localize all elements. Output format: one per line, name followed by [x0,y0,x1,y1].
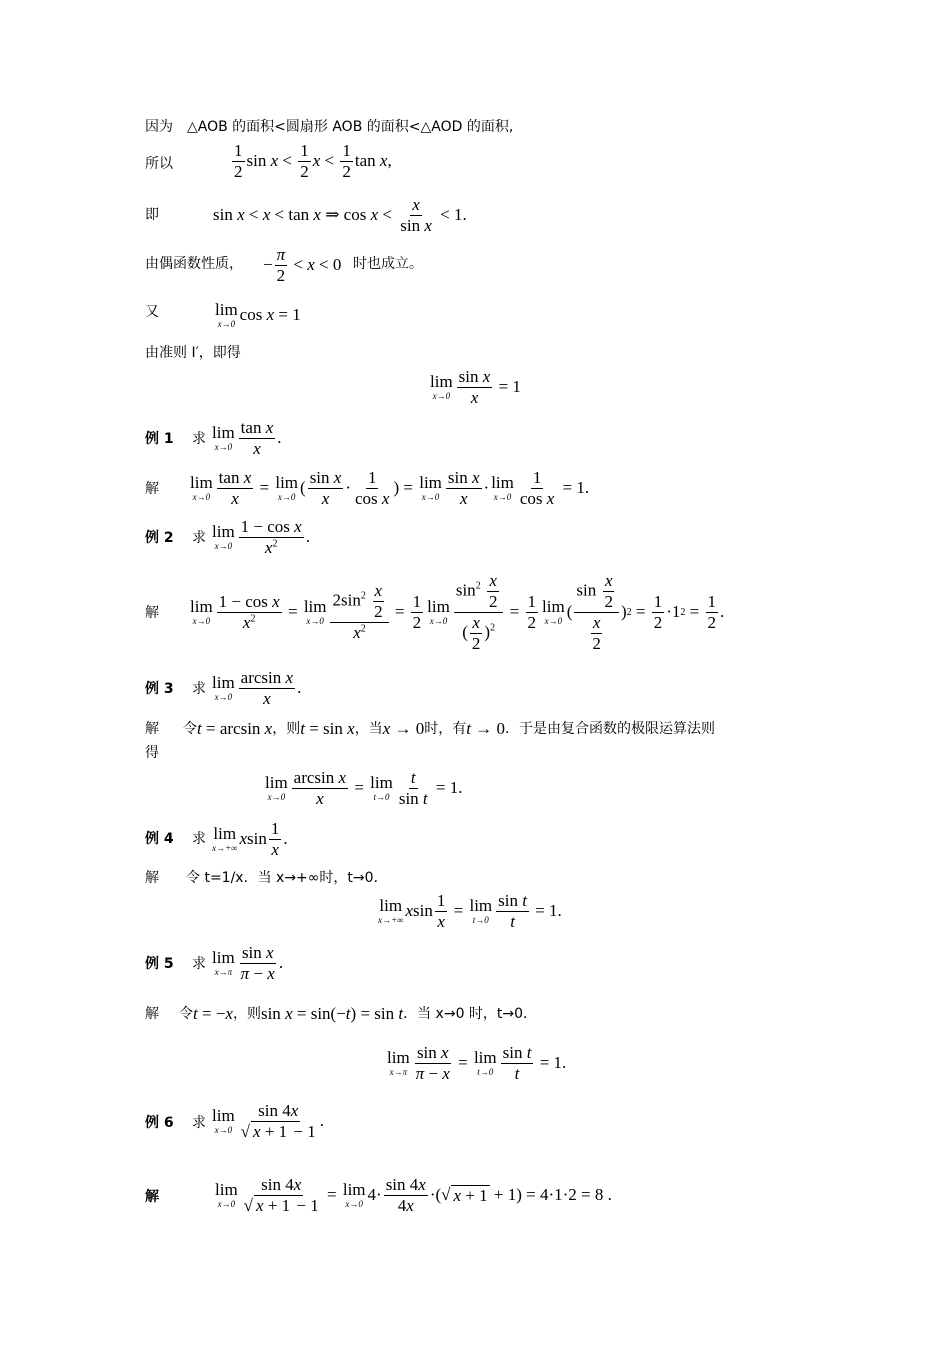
formula-main-limit: lim x→0 $\frac{\text{sin x}}{x}$ = 1 [430,367,521,407]
jie-1: 解 [145,481,159,497]
text-also-holds: 时也成立。 [353,256,423,272]
e3-rule: ．于是由复合函数的极限运算法则 [504,720,715,737]
example-1-solution: lim x→0 $\frac{\text{tan x}}{x}$ = lim x→0 ( $\frac{\text{sin x}}{x}$ · $\frac{1}{\text{cos x}}$ ) = lim x→0 $\frac{\text{sin x}}{x}$ · lim x→0 $\frac{1}{\text{cos x}}$ = 1. [190,468,590,508]
qiu-5: 求 [192,956,206,972]
example-4-question: lim x→+∞ x sin $\frac{1}{x}$ . [212,819,288,859]
e5-ze: ，则 [232,1005,261,1022]
qiu-2: 求 [192,530,206,546]
qiu-1: 求 [192,431,206,447]
example-5-title: 例 5 [145,956,174,972]
formula-inequality-half: $\frac{1}{2}$ sin x < $\frac{1}{2}$ x < $\frac{1}{2}$ tan x , [234,141,392,181]
label-ji: 即 [145,207,159,223]
example-5-solution-line: 解 令 t = −x ，则 sin x = sin(−t) = sin t ．当 x→0 时，t→0． [145,1004,538,1023]
e3-ze: ，则 [272,720,301,737]
text-criterion: 由准则 I′，即得 [145,345,241,361]
example-3-solution: lim x→0 $\frac{\text{arcsin x}}{x}$ = lim t→0 $\frac{t}{\text{sin t}}$ = 1. [265,768,463,808]
jie-2: 解 [145,605,159,621]
jie-6: 解 [145,1189,159,1205]
example-4-text: 令 t=1/x．当 x→+∞时，t→0． [186,870,388,886]
example-2-solution: lim x→0 $\frac{\text{1 − cos x}}{x^2}$ = lim x→0 $2\sin^2$ $\frac{x}{2}$ $x^2$ = $\frac{1}{2}$ lim x→0 $\sin^2$ $\frac{x}{2}$ ( $\frac{x}{2}$ )$^2$ = $\frac{1}{2}$ lim x→0 ( sin $\frac{x}{2}$ $\frac{x}{2}$ ) 2 = $\frac{1}{2}$ ·1 2 = $\frac{1}{2}$ . [190,571,725,653]
example-2-title: 例 2 [145,530,174,546]
example-6-title: 例 6 [145,1115,174,1131]
jie-5: 解 [145,1005,159,1022]
formula-inequality-cos: sin x < x < tan x ⇒ cos x < $\frac{x}{\text{sin x}}$ < 1. [213,195,467,235]
example-3-question: lim x→0 $\frac{\text{arcsin x}}{x}$ . [212,668,302,708]
text-line-area-comparison: 因为 △AOB 的面积<圆扇形 AOB 的面积<△AOD 的面积, [145,119,514,135]
e3-de: 得 [145,745,159,761]
qiu-6: 求 [192,1115,206,1131]
example-5-solution: lim x→π $\frac{\text{sin x}}{\pi - x}$ = lim t→0 $\frac{\text{sin t}}{t}$ = 1. [387,1043,567,1083]
e3-shi-you: 时，有 [424,720,467,737]
example-3-solution-line: 解 令 t = arcsin x ，则 t = sin x ，当 x → 0 时，有 t → 0 ．于是由复合函数的极限运算法则 [145,719,715,738]
label-you: 又 [145,304,159,320]
qiu-4: 求 [192,831,206,847]
formula-neg-pi-half: − $\frac{\pi}{2}$ < x < 0 [263,245,342,285]
example-6-question: lim x→0 $\frac{\sin 4x}{√ x + 1 - 1}$ . [212,1101,324,1141]
formula-lim-cos: lim x→0 cos x = 1 [215,300,301,329]
jie-4: 解 [145,870,159,886]
text-even-function: 由偶函数性质， [145,256,243,272]
example-4-title: 例 4 [145,831,174,847]
e3-ling: 令 [183,720,197,737]
example-3-title: 例 3 [145,681,174,697]
example-4-solution: lim x→+∞ x sin $\frac{1}{x}$ = lim t→0 $\frac{\text{sin t}}{t}$ = 1. [378,891,562,931]
example-2-question: lim x→0 $\frac{\text{1 − cos x}}{x^2}$ . [212,517,310,557]
example-1-title: 例 1 [145,431,174,447]
label-suoyi: 所以 [145,156,173,172]
jie-3: 解 [145,720,159,737]
qiu-3: 求 [192,681,206,697]
example-1-question: lim x→0 $\frac{\text{tan x}}{x}$ . [212,418,282,458]
e5-dang: ．当 x→0 时，t→0． [403,1005,538,1022]
example-6-solution: lim x→0 $\frac{\sin 4x}{√ x + 1 - 1}$ = lim x→0 4· $\frac{\sin 4x}{4x}$ ·(√ x + 1 + 1) = 4·1·2 = 8 . [215,1175,612,1215]
e3-dang: ，当 [354,720,383,737]
e5-ling: 令 [179,1005,193,1022]
example-5-question: lim x→π $\frac{\text{sin x}}{\pi - x}$ . [212,943,284,983]
